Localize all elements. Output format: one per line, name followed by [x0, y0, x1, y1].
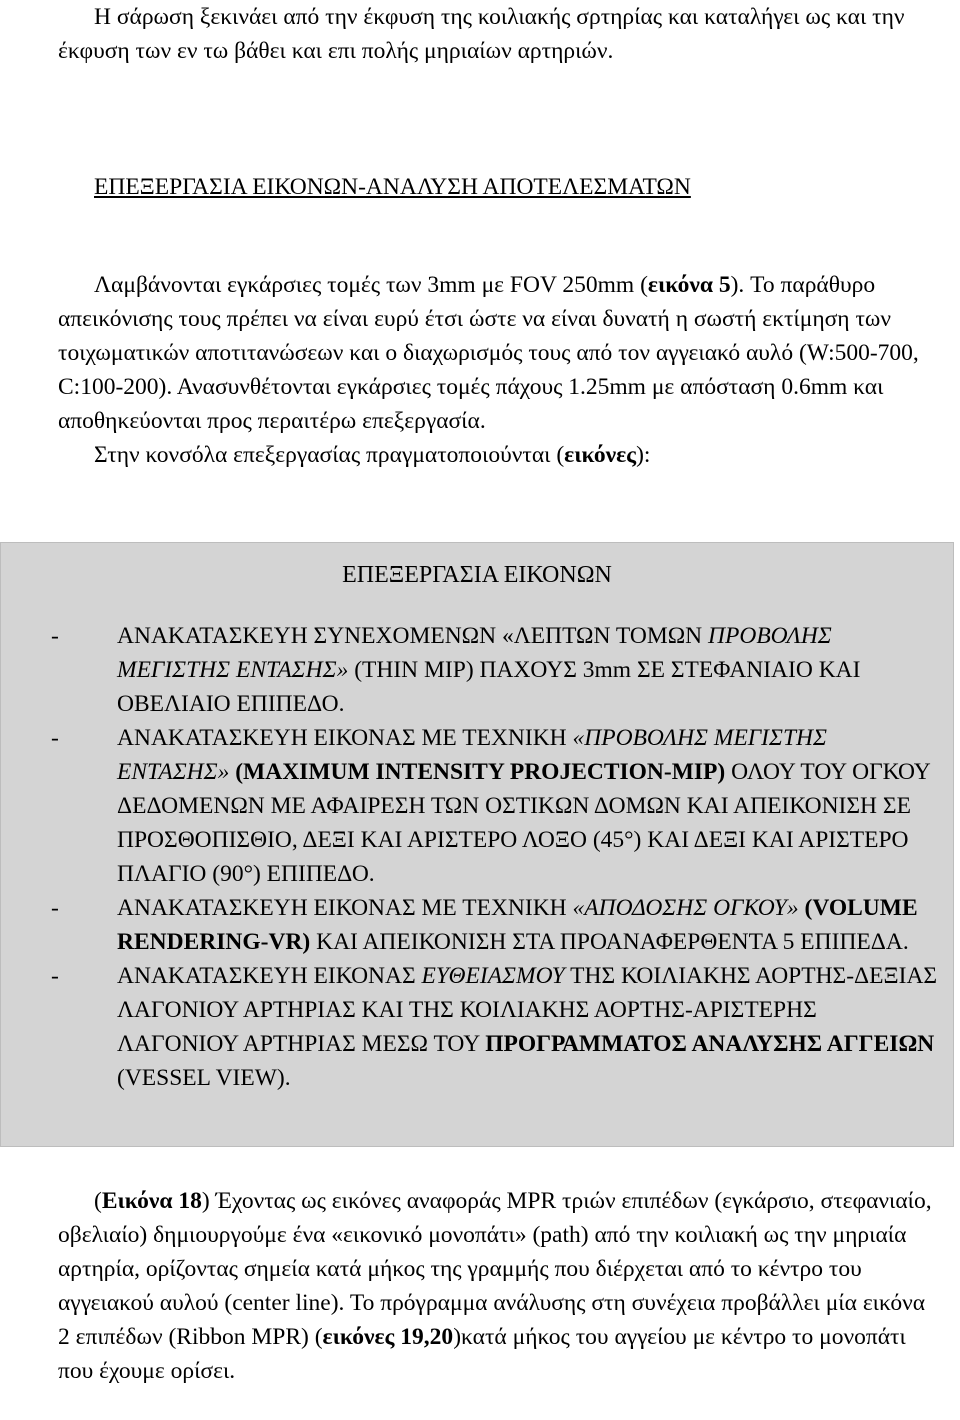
- processing-box: [0, 542, 954, 1147]
- figure-ref-images: εικόνες: [564, 442, 637, 468]
- list-item: - ΑΝΑΚΑΤΑΣΚΕΥΗ ΣΥΝΕΧΟΜΕΝΩΝ «ΛΕΠΤΩΝ ΤΟΜΩΝ ΠΡΟΒΟΛΗΣ ΜΕΓΙΣΤΗΣ ΕΝΤΑΣΗΣ» (THIN MIP) ΠΑΧΟΥΣ 3mm ΣΕ ΣΤΕΦΑΝΙΑΙΟ ΚΑΙ ΟΒΕΛΙΑΙΟ ΕΠΙΠΕΔΟ.: [51, 623, 861, 717]
- processing-paragraph: Λαμβάνονται εγκάρσιες τομές των 3mm με FOV 250mm (εικόνα 5). Το παράθυρο απεικόνισης τους πρέπει να είναι ευρύ έτσι ώστε να είναι δυνατή η σωστή εκτίμηση των τοιχωματικών αποτιτανώσεων και ο διαχωρισμός τους από τον αγγειακό αυλό (W:500-700, C:100-200). Ανασυνθέτονται εγκάρσιες τομές πάχους 1.25mm με απόσταση 0.6mm και αποθηκεύονται προς περαιτέρω επεξεργασία. Στην κονσόλα επεξεργασίας πραγματοποιούνται (εικόνες):: [58, 272, 919, 468]
- section-heading: ΕΠΕΞΕΡΓΑΣΙΑ ΕΙΚΟΝΩΝ-ΑΝΑΛΥΣΗ ΑΠΟΤΕΛΕΣΜΑΤΩΝ: [94, 174, 691, 200]
- figure-ref-5: εικόνα 5: [647, 272, 731, 298]
- box-title: ΕΠΕΞΕΡΓΑΣΙΑ ΕΙΚΟΝΩΝ: [342, 562, 612, 588]
- list-item: - ΑΝΑΚΑΤΑΣΚΕΥΗ ΕΙΚΟΝΑΣ ΜΕ ΤΕΧΝΙΚΗ «ΠΡΟΒΟΛΗΣ ΜΕΓΙΣΤΗΣ ΕΝΤΑΣΗΣ» (MAXIMUM INTENSITY PROJECTION-MIP) ΟΛΟΥ ΤΟΥ ΟΓΚΟΥ ΔΕΔΟΜΕΝΩΝ ΜΕ ΑΦΑΙΡΕΣΗ ΤΩΝ ΟΣΤΙΚΩΝ ΔΟΜΩΝ ΚΑΙ ΑΠΕΙΚΟΝΙΣΗ ΣΕ ΠΡΟΣΘΟΠΙΣΘΙΟ, ΔΕΞΙ ΚΑΙ ΑΡΙΣΤΕΡΟ ΛΟΞΟ (45°) ΚΑΙ ΔΕΞΙ ΚΑΙ ΑΡΙΣΤΕΡΟ ΠΛΑΓΙΟ (90°) ΕΠΙΠΕΔΟ.: [51, 725, 930, 887]
- list-item: - ΑΝΑΚΑΤΑΣΚΕΥΗ ΕΙΚΟΝΑΣ ΕΥΘΕΙΑΣΜΟΥ ΤΗΣ ΚΟΙΛΙΑΚΗΣ ΑΟΡΤΗΣ-ΔΕΞΙΑΣ ΛΑΓΟΝΙΟΥ ΑΡΤΗΡΙΑΣ ΚΑΙ ΤΗΣ ΚΟΙΛΙΑΚΗΣ ΑΟΡΤΗΣ-ΑΡΙΣΤΕΡΗΣ ΛΑΓΟΝΙΟΥ ΑΡΤΗΡΙΑΣ ΜΕΣΩ ΤΟΥ ΠΡΟΓΡΑΜΜΑΤΟΣ ΑΝΑΛΥΣΗΣ ΑΓΓΕΙΩΝ (VESSEL VIEW).: [51, 963, 938, 1091]
- figure-ref-18: Εικόνα 18: [101, 1188, 202, 1214]
- figure-ref-19-20: εικόνες 19,20: [322, 1324, 454, 1350]
- path-paragraph: (Εικόνα 18) Έχοντας ως εικόνες αναφοράς MPR τριών επιπέδων (εγκάρσιο, στεφανιαίο, οβελιαίο) δημιουργούμε ένα «εικονικό μονοπάτι» (path) από την κοιλιακή ως την μηριαία αρτηρία, ορίζοντας σημεία κατά μήκος της γραμμής που διέρχεται από το κέντρο του αγγειακού αυλού (center line). Το πρόγραμμα ανάλυσης στη συνέχεια προβάλλει μία εικόνα 2 επιπέδων (Ribbon MPR) (εικόνες 19,20)κατά μήκος του αγγείου με κέντρο το μονοπάτι που έχουμε ορίσει.: [58, 1188, 932, 1384]
- list-item: - ΑΝΑΚΑΤΑΣΚΕΥΗ ΕΙΚΟΝΑΣ ΜΕ ΤΕΧΝΙΚΗ «ΑΠΟΔΟΣΗΣ ΟΓΚΟΥ» (VOLUME RENDERING-VR) ΚΑΙ ΑΠΕΙΚΟΝΙΣΗ ΣΤΑ ΠΡΟΑΝΑΦΕΡΘΕΝΤΑ 5 ΕΠΙΠΕΔΑ.: [51, 895, 918, 955]
- processing-list: [51, 619, 941, 1095]
- intro-paragraph: Η σάρωση ξεκινάει από την έκφυση της κοιλιακής σρτηρίας και καταλήγει ως και την έκφυση των εν τω βάθει και επι πολής μηριαίων αρτηριών.: [58, 4, 905, 64]
